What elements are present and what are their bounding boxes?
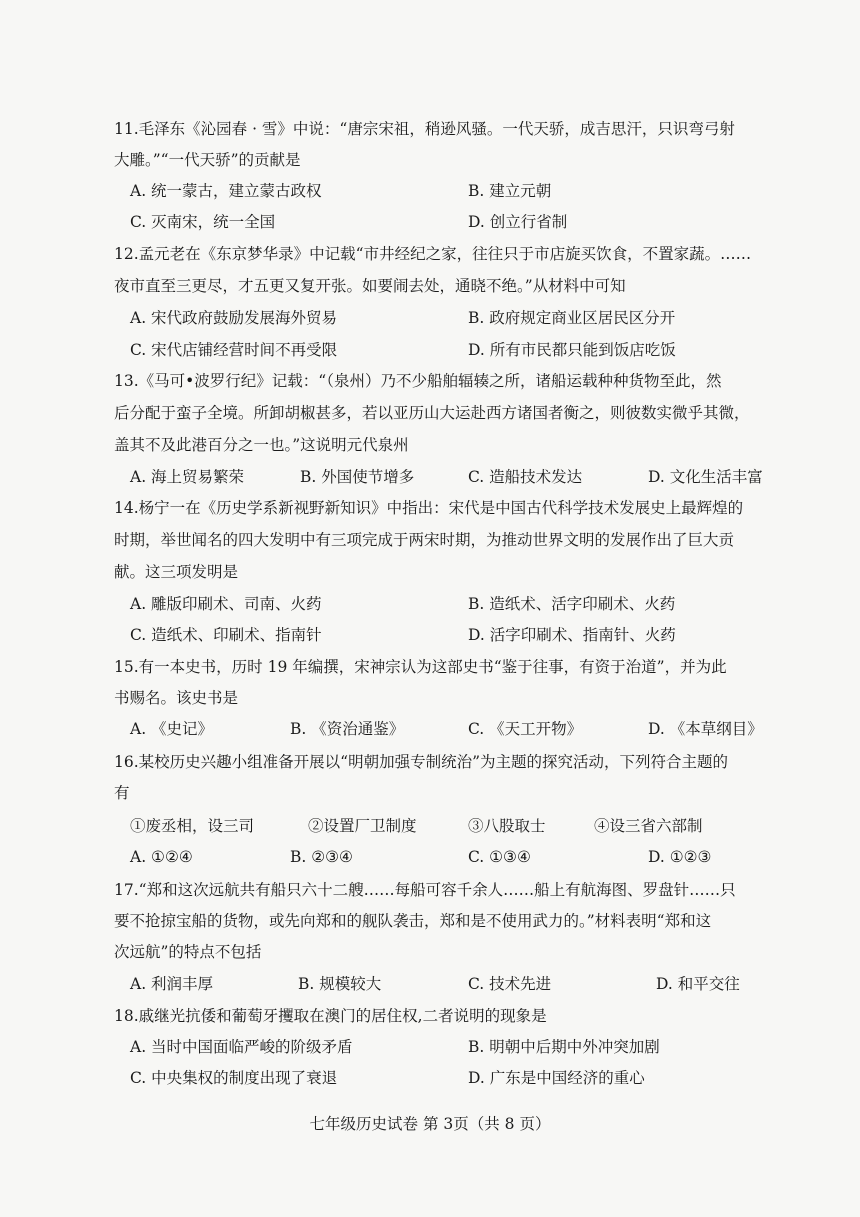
question-17-option-c: C. 技术先进 bbox=[468, 975, 552, 993]
question-11-option-b: B. 建立元朝 bbox=[468, 182, 552, 200]
question-13-option-d: D. 文化生活丰富 bbox=[648, 468, 763, 486]
question-15-option-b: B. 《资治通鉴》 bbox=[290, 720, 405, 738]
question-14-line-3: 献。这三项发明是 bbox=[114, 563, 239, 581]
question-12-line-1: 12.孟元老在《东京梦华录》中记载“市井经纪之家，往往只于市店旋买饮食，不置家蔬。…… bbox=[114, 245, 752, 263]
question-14-option-d: D. 活字印刷术、指南针、火药 bbox=[468, 626, 676, 644]
question-14-line-1: 14.杨宁一在《历史学系新视野新知识》中指出：宋代是中国古代科学技术发展史上最辉煌的 bbox=[114, 499, 744, 517]
question-14-line-2: 时期，举世闻名的四大发明中有三项完成于两宋时期，为推动世界文明的发展作出了巨大贡 bbox=[114, 531, 735, 549]
page-footer: 七年级历史试卷 第 3页（共 8 页） bbox=[309, 1115, 551, 1133]
question-12-option-a: A. 宋代政府鼓励发展海外贸易 bbox=[130, 309, 338, 327]
question-12-option-d: D. 所有市民都只能到饭店吃饭 bbox=[468, 341, 676, 359]
question-14-option-a: A. 雕版印刷术、司南、火药 bbox=[130, 595, 322, 613]
question-15-option-d: D. 《本草纲目》 bbox=[648, 720, 763, 738]
question-11-option-d: D. 创立行省制 bbox=[468, 213, 568, 231]
question-14-option-c: C. 造纸术、印刷术、指南针 bbox=[130, 626, 322, 644]
question-16-item-4: ④设三省六部制 bbox=[594, 817, 703, 835]
question-18-line-1: 18.戚继光抗倭和葡萄牙攫取在澳门的居住权,二者说明的现象是 bbox=[114, 1007, 547, 1025]
question-16-option-a: A. ①②④ bbox=[130, 848, 193, 866]
question-11-option-c: C. 灭南宋，统一全国 bbox=[130, 213, 276, 231]
question-13-line-3: 盖其不及此港百分之一也。”这说明元代泉州 bbox=[114, 436, 409, 454]
question-12-option-c: C. 宋代店铺经营时间不再受限 bbox=[130, 341, 338, 359]
question-17-line-1: 17.“郑和这次远航共有船只六十二艘……每船可容千余人……船上有航海图、罗盘针……只 bbox=[114, 881, 736, 899]
question-17-option-a: A. 利润丰厚 bbox=[130, 975, 214, 993]
question-13-option-a: A. 海上贸易繁荣 bbox=[130, 468, 245, 486]
question-11-line-2: 大雕。”“一代天骄”的贡献是 bbox=[114, 151, 301, 169]
question-12-line-2: 夜市直至三更尽，才五更又复开张。如要闹去处，通晓不绝。”从材料中可知 bbox=[114, 277, 626, 295]
question-18-option-c: C. 中央集权的制度出现了衰退 bbox=[130, 1069, 338, 1087]
question-16-option-c: C. ①③④ bbox=[468, 848, 531, 866]
question-15-option-a: A. 《史记》 bbox=[130, 720, 214, 738]
question-18-option-d: D. 广东是中国经济的重心 bbox=[468, 1069, 645, 1087]
question-18-option-b: B. 明朝中后期中外冲突加剧 bbox=[468, 1038, 660, 1056]
question-12-option-b: B. 政府规定商业区居民区分开 bbox=[468, 309, 676, 327]
question-13-line-1: 13.《马可•波罗行纪》记载：“（泉州）乃不少船舶辐辏之所，诸船运载种种货物至此，然 bbox=[114, 372, 722, 390]
question-18-option-a: A. 当时中国面临严峻的阶级矛盾 bbox=[130, 1038, 353, 1056]
question-16-item-3: ③八股取士 bbox=[468, 817, 546, 835]
question-15-option-c: C. 《天工开物》 bbox=[468, 720, 583, 738]
question-16-line-1: 16.某校历史兴趣小组准备开展以“明朝加强专制统治”为主题的探究活动，下列符合主题的 bbox=[114, 753, 729, 771]
question-11-line-1: 11.毛泽东《沁园春 · 雪》中说：“唐宗宋祖，稍逊风骚。一代天骄，成吉思汗，只识弯弓射 bbox=[114, 120, 735, 138]
question-11-option-a: A. 统一蒙古，建立蒙古政权 bbox=[130, 182, 322, 200]
question-13-option-b: B. 外国使节增多 bbox=[300, 468, 415, 486]
question-17-line-2: 要不抢掠宝船的货物，或先向郑和的舰队袭击，郑和是不使用武力的。”材料表明“郑和这 bbox=[114, 912, 712, 930]
question-16-item-2: ②设置厂卫制度 bbox=[308, 817, 417, 835]
question-15-line-2: 书赐名。该史书是 bbox=[114, 689, 239, 707]
question-16-item-1: ①废丞相，设三司 bbox=[130, 817, 255, 835]
question-13-line-2: 后分配于蛮子全境。所卸胡椒甚多，若以亚历山大运赴西方诸国者衡之，则彼数实微乎其微， bbox=[114, 404, 750, 422]
question-15-line-1: 15.有一本史书，历时 19 年编撰，宋神宗认为这部史书“鉴于往事，有资于治道”，并为此 bbox=[114, 658, 727, 676]
question-16-line-2: 有 bbox=[114, 784, 130, 802]
question-13-option-c: C. 造船技术发达 bbox=[468, 468, 583, 486]
question-16-option-b: B. ②③④ bbox=[290, 848, 353, 866]
question-17-option-b: B. 规模较大 bbox=[298, 975, 382, 993]
question-14-option-b: B. 造纸术、活字印刷术、火药 bbox=[468, 595, 676, 613]
question-16-option-d: D. ①②③ bbox=[648, 848, 712, 866]
question-17-line-3: 次远航”的特点不包括 bbox=[114, 943, 262, 961]
question-17-option-d: D. 和平交往 bbox=[656, 975, 740, 993]
